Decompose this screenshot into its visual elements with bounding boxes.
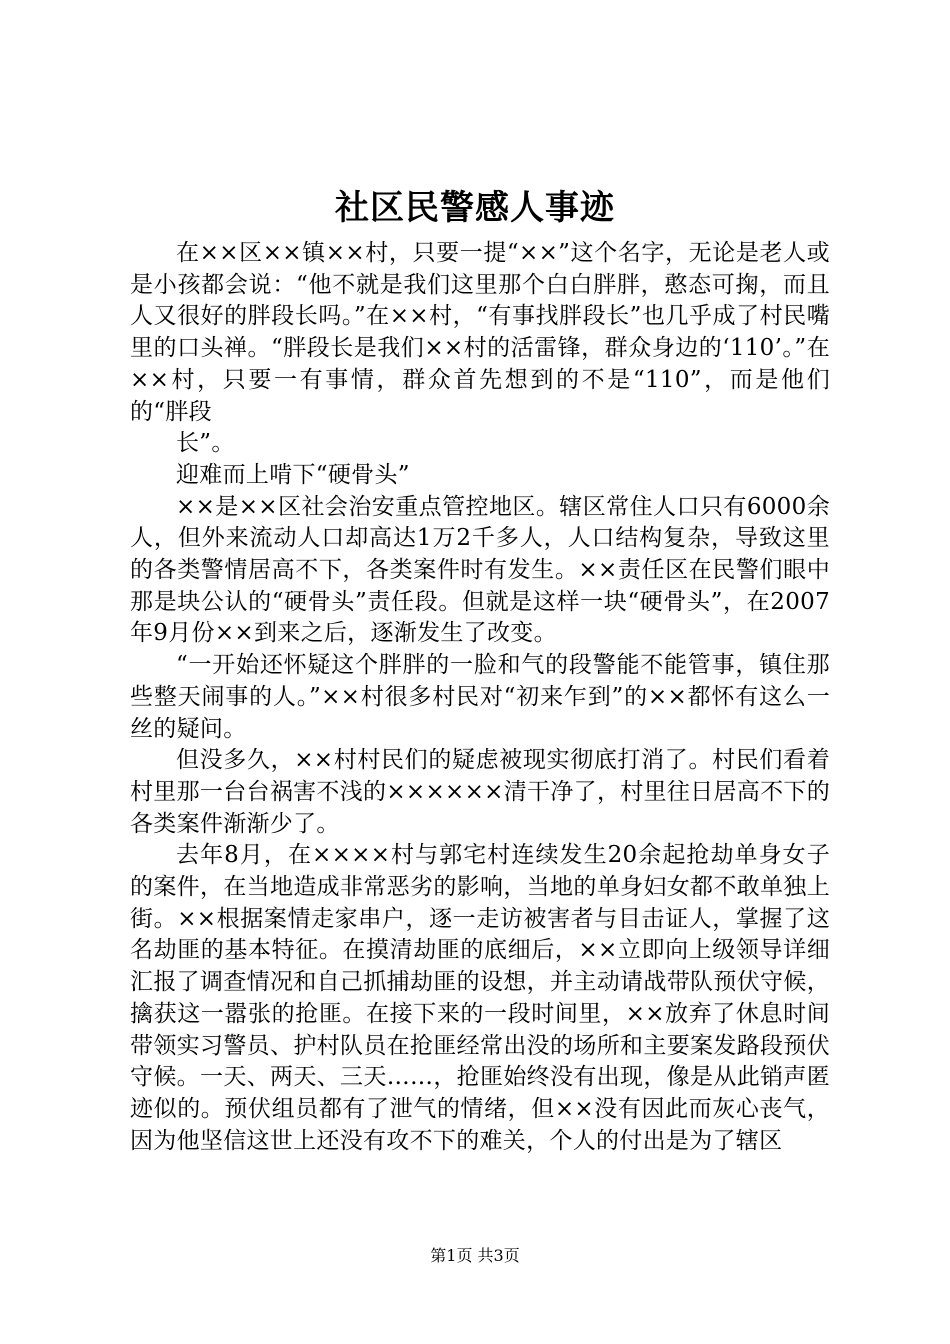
paragraph-doubt-dispelled: 但没多久，××村村民们的疑虑被现实彻底打消了。村民们看着村里那一台台祸害不浅的××××××清干净了，村里往日居高不下的各类案件渐渐少了。 [130,747,830,837]
paragraph-intro: 在××区××镇××村，只要一提“××”这个名字，无论是老人或是小孩都会说：“他不就是我们这里那个白白胖胖，憨态可掬，而且人又很好的胖段长吗。”在××村，“有事找胖段长”也几乎成了村民嘴里的口头禅。“胖段长是我们××村的活雷锋，群众身边的‘110’。”在××村，只要一有事情，群众首先想到的不是“110”，而是他们的“胖段 [130,240,830,425]
document-title: 社区民警感人事迹 [335,188,615,228]
section-heading: 迎难而上啃下“硬骨头” [176,461,410,488]
paragraph-area-overview: ××是××区社会治安重点管控地区。辖区常住人口只有6000余人，但外来流动人口却高达1万2千多人，人口结构复杂，导致这里的各类警情居高不下，各类案件时有发生。××责任区在民警们眼中那是块公认的“硬骨头”责任段。但就是这样一块“硬骨头”，在2007年9月份××到来之后，逐渐发生了改变。 [130,493,830,647]
paragraph-intro-tail: 长”。 [176,430,235,457]
document-body [130,238,830,1157]
paragraph-villager-doubt: “一开始还怀疑这个胖胖的一脸和气的段警能不能管事，镇住那些整天闹事的人。”××村很多村民对“初来乍到”的××都怀有这么一丝的疑问。 [130,652,830,742]
page-number-footer: 第1页 共3页 [430,1246,520,1265]
paragraph-robbery-case: 去年8月，在××××村与郭宅村连续发生20余起抢劫单身女子的案件，在当地造成非常恶劣的影响，当地的单身妇女都不敢单独上街。××根据案情走家串户，逐一走访被害者与目击证人，掌握了这名劫匪的基本特征。在摸清劫匪的底细后，××立即向上级领导详细汇报了调查情况和自己抓捕劫匪的设想，并主动请战带队预伏守候，擒获这一嚣张的抢匪。在接下来的一段时间里，××放弃了休息时间带领实习警员、护村队员在抢匪经常出没的场所和主要案发路段预伏守候。一天、两天、三天……，抢匪始终没有出现，像是从此销声匿迹似的。预伏组员都有了泄气的情绪，但××没有因此而灰心丧气，因为他坚信这世上还没有攻不下的难关，个人的付出是为了辖区 [130,842,830,1154]
